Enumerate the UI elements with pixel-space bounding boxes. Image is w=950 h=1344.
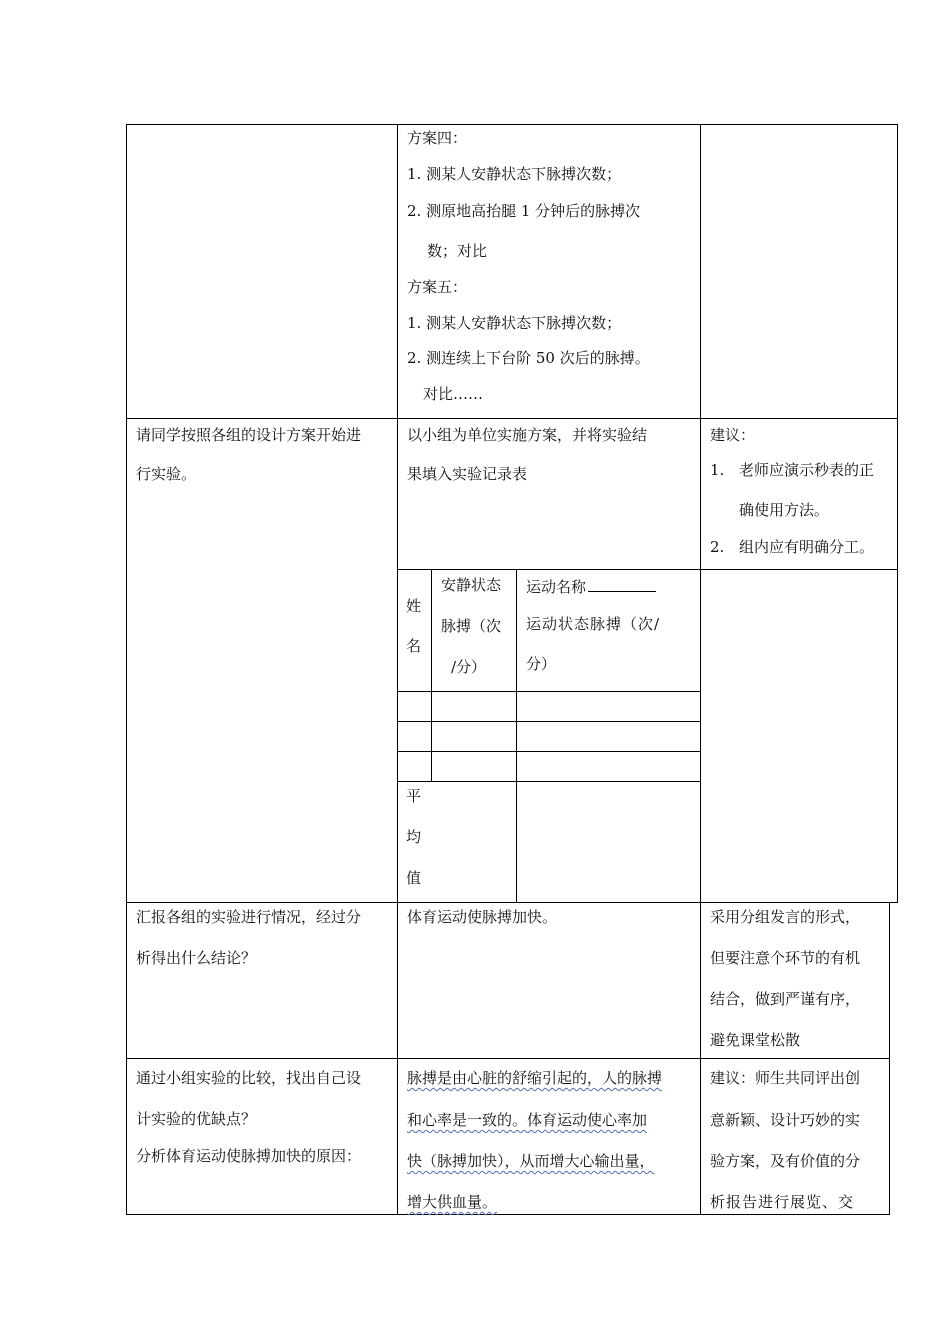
conclusion-text: 体育运动使脉搏加快。 [407,908,558,926]
table-border-right-lower [889,902,890,1215]
table-border-bottom [126,1214,890,1215]
header-sport-line-2: 分） [526,655,557,673]
student-activity-line-2: 果填入实验记录表 [407,465,528,483]
analysis-answer-line-1: 脉搏是由心脏的舒缩引起的，人的脉搏 [407,1069,663,1087]
header-rest-line-2: 脉搏（次 [441,617,502,635]
report-question-line-1: 汇报各组的实验进行情况，经过分 [136,908,362,926]
plan-four-heading: 方案四： [407,129,468,147]
record-row-line-4 [397,781,700,782]
table-border-top [126,124,898,125]
record-col-divider-2 [516,569,517,903]
analysis-answer-line-4: 增大供血量。 [407,1193,498,1211]
report-note-line-4: 避免课堂松散 [710,1031,801,1049]
table-border-left [126,124,127,1215]
record-col-divider-1 [431,569,432,782]
column-divider-2-upper [700,124,701,903]
record-row-line-2 [397,721,700,722]
suggestion-2-line-1: 组内应有明确分工。 [739,538,875,556]
plan-four-step-2: 2. 测原地高抬腿 1 分钟后的脉搏次 [407,202,641,220]
report-note-line-1: 采用分组发言的形式， [710,908,861,926]
header-name-char-1: 姓 [406,597,422,615]
report-question-line-2: 析得出什么结论？ [136,949,257,967]
analysis-answer-line-3: 快（脉搏加快），从而增大心输出量， [407,1152,655,1170]
record-row-line-1 [397,691,700,692]
suggestion-1-line-2: 确使用方法。 [739,501,830,519]
analysis-question-line-1: 通过小组实验的比较，找出自己设 [136,1069,362,1087]
analysis-note-line-2: 意新颖、设计巧妙的实 [710,1111,861,1129]
row-divider-record-top [397,569,898,570]
row-divider-3 [126,1058,890,1059]
header-rest-line-3: /分） [451,658,487,676]
plan-four-step-2-cont: 数；对比 [427,242,488,260]
suggestion-1-line-1: 老师应演示秒表的正 [739,461,875,479]
plan-five-step-1: 1. 测某人安静状态下脉搏次数； [407,314,622,332]
column-divider-2-lower [700,902,701,1215]
analysis-question-line-3: 分析体育运动使脉搏加快的原因： [136,1147,362,1165]
teacher-instruction-line-1: 请同学按照各组的设计方案开始进 [136,426,362,444]
report-note-line-3: 结合，做到严谨有序， [710,990,861,1008]
student-activity-line-1: 以小组为单位实施方案，并将实验结 [407,426,648,444]
table-border-right-upper [897,124,898,903]
average-char-2: 均 [406,828,422,846]
sport-name-label: 运动名称 [526,578,587,596]
header-name-char-2: 名 [406,637,422,655]
plan-five-step-2: 2. 测连续上下台阶 50 次后的脉搏。 [407,349,650,367]
analysis-answer-line-2: 和心率是一致的。体育运动使心率加 [407,1111,648,1129]
analysis-note-line-4: 析报告进行展览、交 [710,1193,855,1211]
plan-five-step-2-cont: 对比…… [423,385,484,403]
average-char-1: 平 [406,787,422,805]
row-divider-1 [126,418,898,419]
teacher-instruction-line-2: 行实验。 [136,465,197,483]
average-char-3: 值 [406,869,422,887]
record-row-line-3 [397,751,700,752]
analysis-note-line-3: 验方案，及有价值的分 [710,1152,861,1170]
plan-four-step-1: 1. 测某人安静状态下脉搏次数； [407,165,622,183]
suggestion-number-2: 2. [710,538,725,556]
report-note-line-2: 但要注意个环节的有机 [710,949,861,967]
header-rest-line-1: 安静状态 [441,576,502,594]
suggestion-number-1: 1. [710,461,725,479]
suggestion-heading: 建议： [710,426,756,444]
analysis-note-line-1: 建议：师生共同评出创 [710,1069,861,1087]
column-divider-1 [397,124,398,1215]
sport-name-blank [588,577,656,592]
row-divider-2 [126,902,898,903]
header-sport-name [526,577,656,597]
plan-five-heading: 方案五： [407,278,468,296]
analysis-question-line-2: 计实验的优缺点？ [136,1110,257,1128]
header-sport-line-1: 运动状态脉搏（次/ [526,615,661,633]
